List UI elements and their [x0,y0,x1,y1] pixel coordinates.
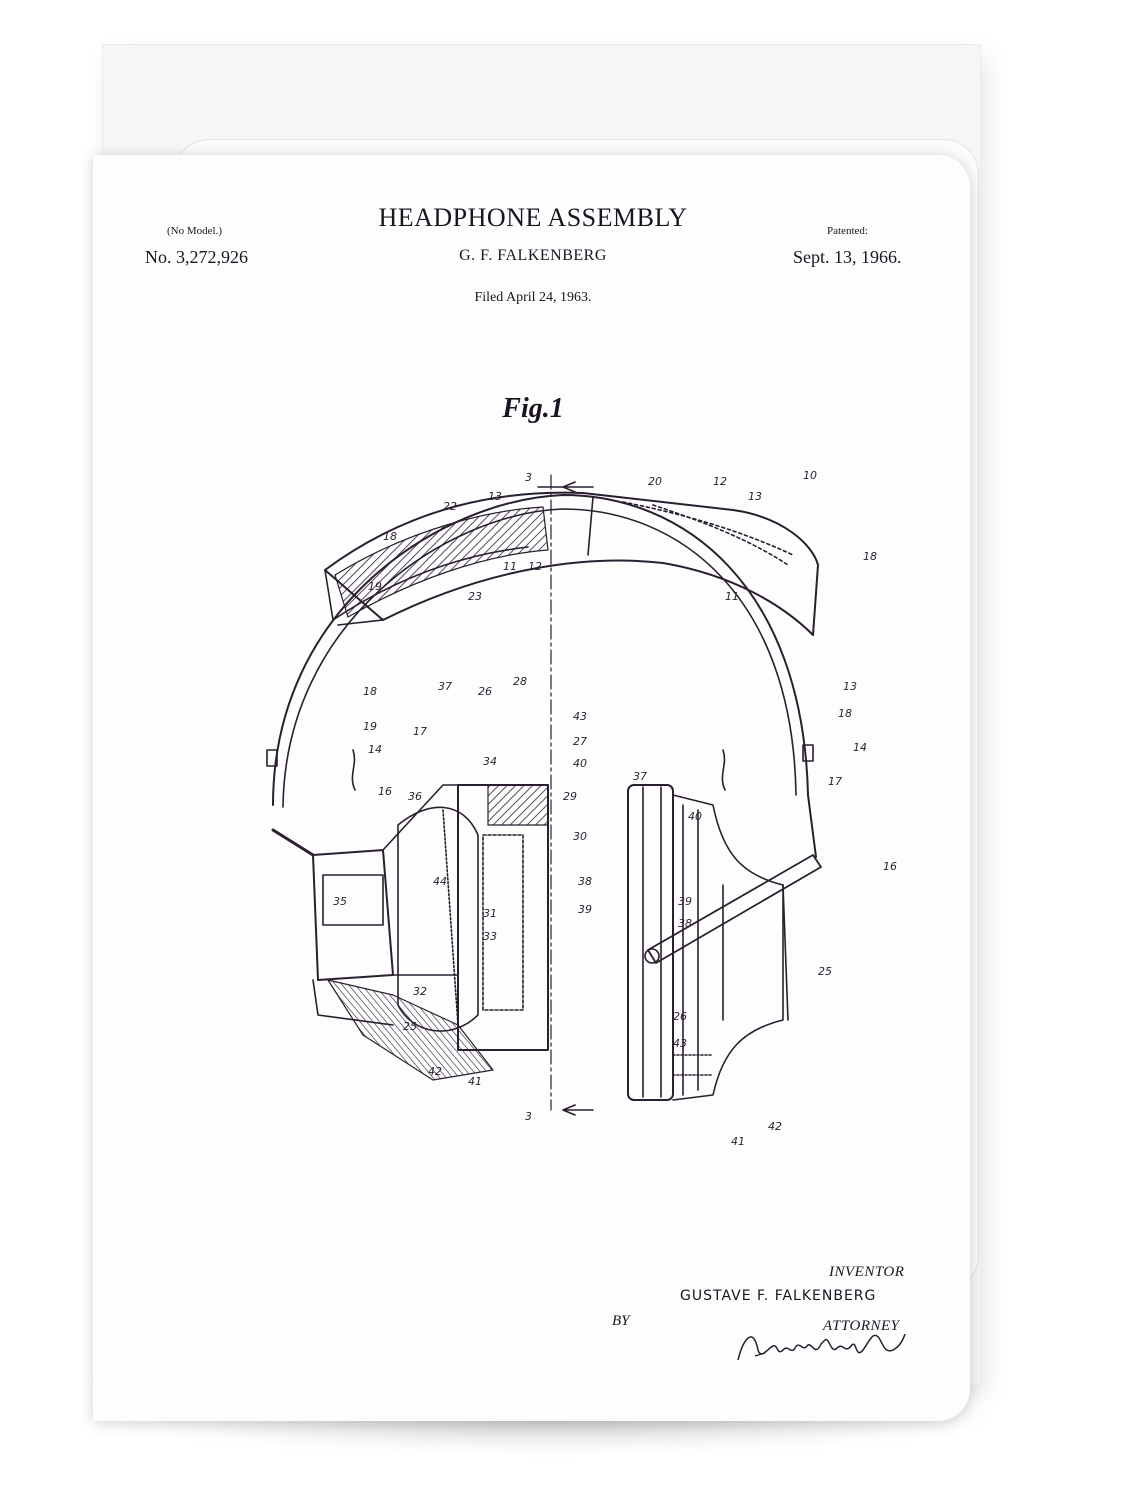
svg-text:19: 19 [363,720,377,733]
attorney-label: ATTORNEY [823,1318,900,1334]
svg-text:18: 18 [863,550,877,563]
svg-text:14: 14 [853,741,867,754]
svg-text:43: 43 [573,710,587,723]
patent-number: No. 3,272,926 [145,247,248,267]
svg-text:3: 3 [525,471,532,484]
svg-text:30: 30 [573,830,587,843]
svg-text:20: 20 [648,475,662,488]
figure-label: Fig.1 [502,393,564,424]
svg-text:28: 28 [513,675,527,688]
patent-title: HEADPHONE ASSEMBLY [378,203,688,232]
svg-text:25: 25 [403,1020,417,1033]
svg-text:16: 16 [883,860,897,873]
inventor-short-name: G. F. FALKENBERG [459,247,607,264]
model-note: (No Model.) [167,225,222,237]
svg-text:40: 40 [688,810,702,823]
svg-text:42: 42 [768,1120,782,1133]
svg-text:37: 37 [633,770,647,783]
svg-text:17: 17 [828,775,842,788]
patented-label: Patented: [827,225,868,237]
filed-date: Filed April 24, 1963. [474,290,592,305]
svg-text:41: 41 [731,1135,745,1148]
patent-date: Sept. 13, 1966. [793,247,902,267]
svg-text:10: 10 [803,469,817,482]
svg-text:32: 32 [413,985,427,998]
svg-text:18: 18 [383,530,397,543]
svg-text:39: 39 [578,903,592,916]
svg-text:23: 23 [468,590,482,603]
svg-text:36: 36 [408,790,422,803]
by-label: BY [612,1313,630,1329]
svg-text:12: 12 [713,475,727,488]
svg-text:3: 3 [525,1110,532,1123]
svg-text:12: 12 [528,560,542,573]
svg-text:35: 35 [333,895,347,908]
greeting-card [93,155,970,1421]
svg-text:26: 26 [478,685,492,698]
svg-text:37: 37 [438,680,452,693]
svg-text:43: 43 [673,1037,687,1050]
svg-text:38: 38 [578,875,592,888]
svg-text:13: 13 [488,490,502,503]
svg-text:29: 29 [563,790,577,803]
svg-text:18: 18 [363,685,377,698]
svg-text:26: 26 [673,1010,687,1023]
svg-text:22: 22 [443,500,457,513]
svg-text:40: 40 [573,757,587,770]
svg-text:41: 41 [468,1075,482,1088]
svg-text:25: 25 [818,965,832,978]
svg-text:42: 42 [428,1065,442,1078]
svg-text:16: 16 [378,785,392,798]
svg-text:34: 34 [483,755,497,768]
svg-text:18: 18 [838,707,852,720]
svg-text:11: 11 [725,590,739,603]
svg-text:33: 33 [483,930,497,943]
svg-text:11: 11 [503,560,517,573]
svg-text:13: 13 [843,680,857,693]
svg-text:39: 39 [678,895,692,908]
svg-text:17: 17 [413,725,427,738]
svg-text:14: 14 [368,743,382,756]
inventor-full-name: GUSTAVE F. FALKENBERG [680,1288,877,1304]
svg-text:13: 13 [748,490,762,503]
svg-text:31: 31 [483,907,497,920]
svg-text:38: 38 [678,917,692,930]
svg-text:44: 44 [433,875,447,888]
svg-text:27: 27 [573,735,587,748]
headphone-drawing [243,455,897,1148]
svg-text:19: 19 [368,580,382,593]
inventor-label: INVENTOR [829,1264,905,1280]
